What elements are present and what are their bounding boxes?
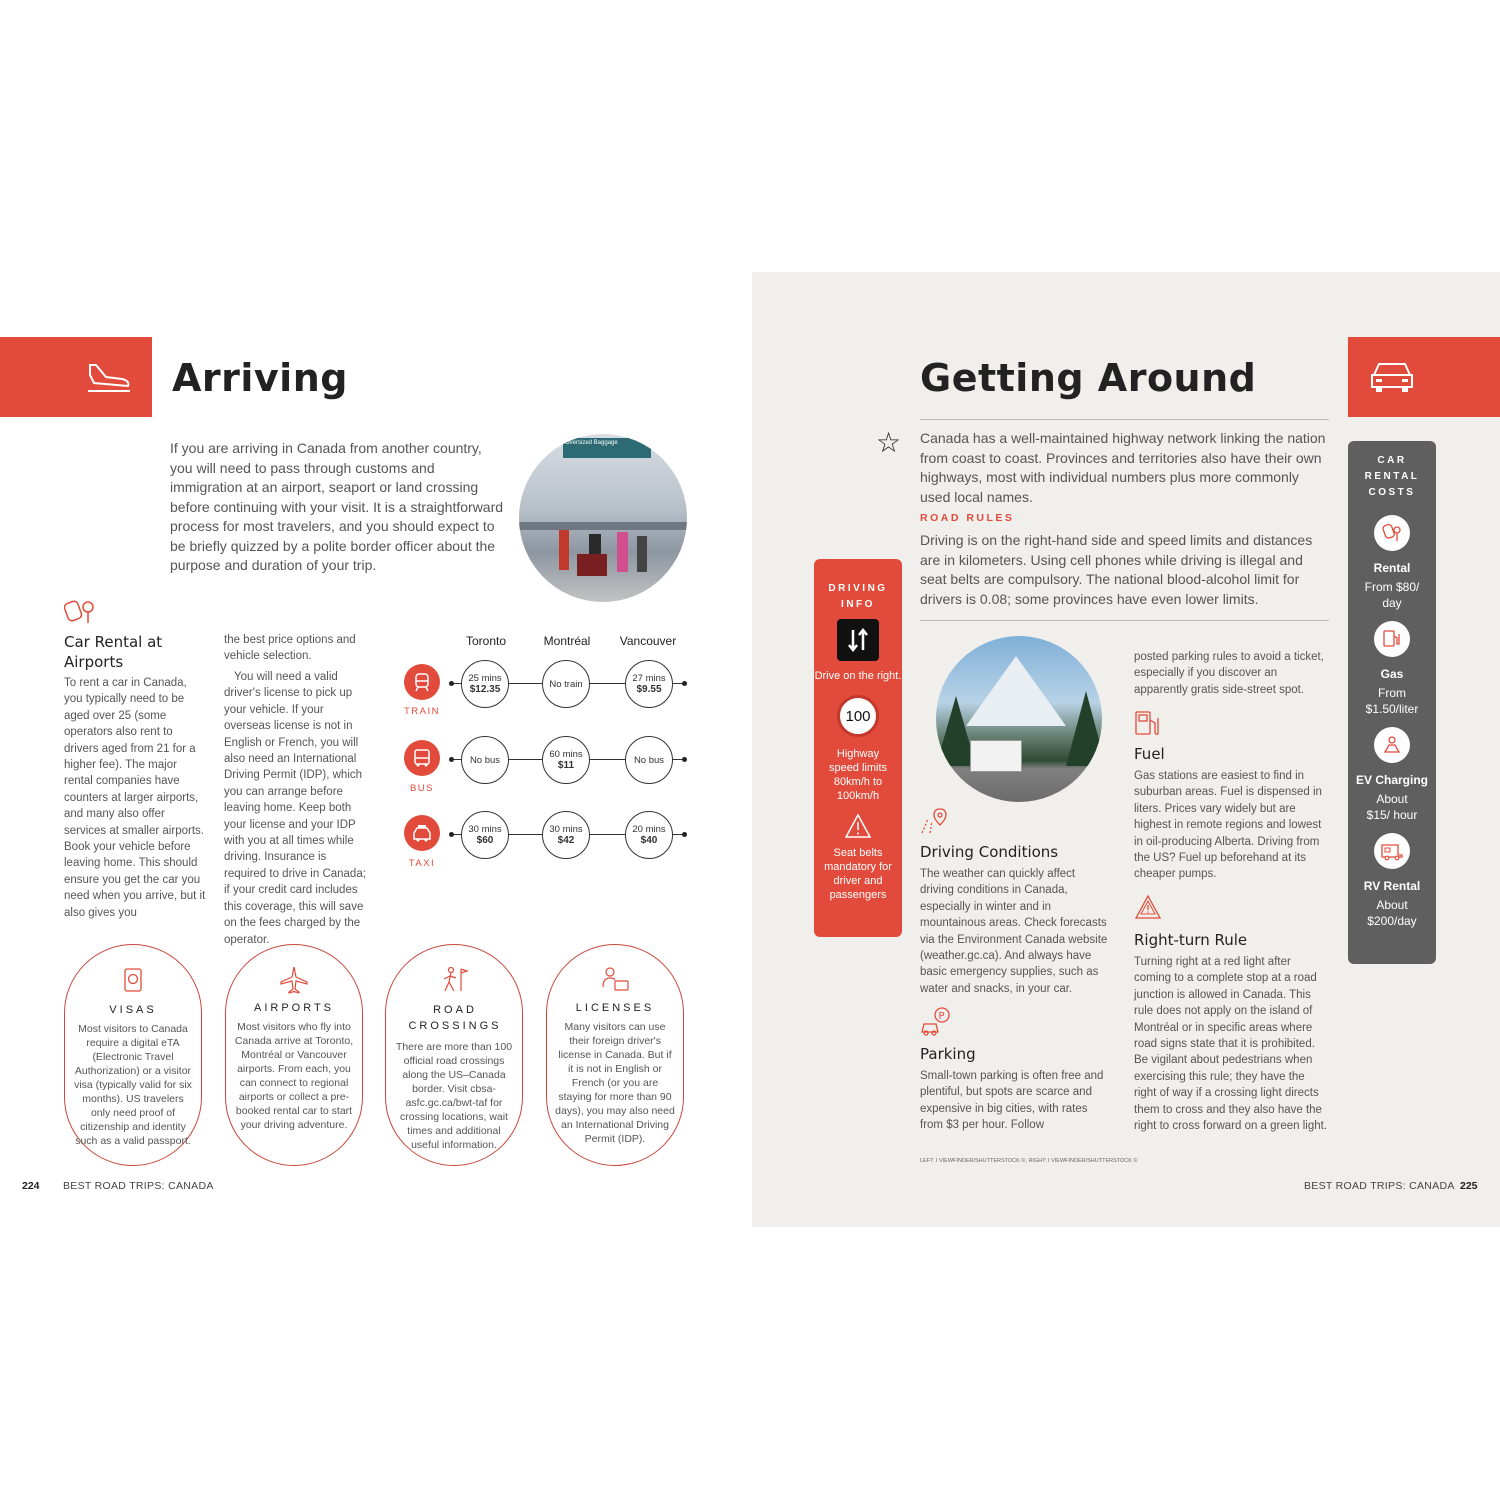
bus-icon [404,740,440,776]
rental-cost-value: From $80/ day [1364,580,1420,610]
driving-info-title: DRIVING INFO [828,583,888,610]
star-icon: ☆ [876,427,902,458]
arriving-header-bar [0,337,152,417]
arriving-intro: If you are arriving in Canada from another country, you will need to pass through customs and immigration at an airport, seaport or land crossing before continuing with your visit. It is a straightforward process for most travelers, and you should expect to be briefly quizzed by a polite border officer about the purpose and duration of your trip. [170,440,504,573]
road-crossings-title: ROAD CROSSINGS [408,1004,502,1032]
seatbelt-text: Seat belts mandatory for driver and passengers [824,847,892,901]
rental-key-icon [1374,515,1410,551]
car-rental-costs-title: CAR RENTAL COSTS [1364,455,1420,498]
route-dot [449,757,454,762]
airports-pill [225,944,363,1166]
city-montreal: Montréal [543,634,591,648]
road-rules-label: ROAD RULES [920,512,1015,524]
speed-limit-sign: 100 [837,695,879,737]
route-dot [682,681,687,686]
passport-icon [122,967,144,993]
baggage-sign: Oversized Baggage [563,438,651,458]
rental-cost-name: Rental [1373,561,1411,575]
visas-text: Most visitors to Canada require a digital eTA (Electronic Travel Authorization) or a visitor visa (typically valid for six months). US travelers only need proof of citizenship and identity such as a valid passport. [74,1023,192,1147]
route-pin-icon [920,807,950,840]
driver-license-icon [600,965,630,995]
taxi-montreal-node: 30 mins $42 [542,811,590,859]
page-number-left: 224 [22,1180,40,1192]
car-rental-costs-box [1348,441,1436,964]
bus-montreal-node: 60 mins $11 [542,736,590,784]
two-way-arrows-icon [844,626,872,654]
road-crossings-text: There are more than 100 official road crossings along the US–Canada border. Visit cbsa-asfc.gc.ca/bwt-taf for crossing locations, wait times and additional useful information. [395,1041,513,1151]
getting-around-intro: Canada has a well-maintained highway network linking the nation from coast to coast. Provinces and territories also have their own highways, most with individual numbers plus more commonly used local names. [920,430,1326,505]
mode-label-bus: BUS [409,783,435,794]
airplane-icon [279,965,309,995]
bus-toronto-node: No bus [461,736,509,784]
taxi-toronto-node: 30 mins $60 [461,811,509,859]
photo-credits: LEFT: I VIEWFINDER/SHUTTERSTOCK ©, RIGHT: I VIEWFINDER/SHUTTERSTOCK © [920,1158,1138,1164]
gas-cost-value: From $1.50/liter [1365,686,1419,716]
train-montreal-node: No train [542,660,590,708]
route-dot [449,681,454,686]
svg-text:P: P [938,1011,945,1022]
driving-info-box [814,559,902,937]
train-toronto-node: 25 mins $12.35 [461,660,509,708]
rv-cost-name: RV Rental [1363,879,1421,893]
warning-sign-icon [1134,894,1162,927]
route-dot [682,832,687,837]
fuel-pump-icon [1134,710,1164,743]
airplane-landing-icon [86,361,132,395]
car-rental-text-col2a: the best price options and vehicle selection. [224,634,356,663]
drive-right-text: Drive on the right. [814,670,902,682]
driving-conditions-text: The weather can quickly affect driving conditions in Canada, especially in winter and in mountainous areas. Check forecasts via the Environment Canada website (weather.gc.ca). And always have basic emergency supplies, such as water and snacks, in your car. [920,868,1108,995]
train-icon [404,664,440,700]
right-turn-text: Turning right at a red light after coming to a complete stop at a road junction is allowed in Canada. This rule does not apply on the island of Montréal or in specific areas where road signs state that it is prohibited. Be vigilant about pedestrians when exercising this rule; they have the right of way if a crossing light directs them to cross and they also have the right to cross forward on a green light. [1134,956,1328,1133]
rv-cost-value: About $200/day [1367,898,1417,928]
airports-title: AIRPORTS [253,1002,335,1014]
parking-text: Small-town parking is often free and plentiful, but spots are scarce and expensive in big cities, with rates from $3 per hour. Follow [920,1070,1104,1132]
route-dot [449,832,454,837]
driving-conditions-title: Driving Conditions [920,843,1059,861]
border-crossing-icon [439,965,469,995]
parking-title: Parking [920,1045,976,1063]
page-title: Arriving [172,356,348,400]
rv-mountain-photo [936,636,1102,802]
car-icon [1368,359,1416,395]
airports-text: Most visitors who fly into Canada arrive at Toronto, Montréal or Vancouver airports. From each, you can connect to regional airports or collect a pre-booked rental car to start your driving adventure. [234,1021,354,1131]
speed-limit-text: Highway speed limits 80km/h to 100km/h [828,748,888,802]
right-turn-title: Right-turn Rule [1134,931,1248,949]
parking-icon [920,1006,952,1043]
footer-left: BEST ROAD TRIPS: CANADA [63,1180,214,1192]
car-rental-text-col2b: You will need a valid driver's license to pick up your vehicle. If your overseas license is not in English or French, you will also need an International Driving Permit (IDP), which you can arrange before leaving home. Keep both your license and your IDP with you at all times while driving. Insurance is required to drive in Canada; if your credit card includes this coverage, this will save on the fees charged by the operator. [224,671,366,946]
bus-vancouver-node: No bus [625,736,673,784]
fuel-title: Fuel [1134,745,1165,763]
train-vancouver-node: 27 mins $9.55 [625,660,673,708]
road-rules-text: Driving is on the right-hand side and speed limits and distances are in kilometers. Using cell phones while driving is illegal and seat belts are compulsory. The national blood-alcohol limit for drivers is 0.08; some provinces have even lower limits. [920,532,1313,607]
footer-right: BEST ROAD TRIPS: CANADA [1304,1180,1455,1192]
fuel-text: Gas stations are easiest to find in suburban areas. Fuel is dispensed in liters. Prices vary widely but are highest in remote regions and lowest in oil-producing Alberta. Driving from the US? Fuel up beforehand at its cheaper pumps. [1134,770,1322,881]
taxi-vancouver-node: 20 mins $40 [625,811,673,859]
ev-charging-icon [1374,727,1410,763]
parking-text-continued: posted parking rules to avoid a ticket, especially if you discover an apparently gratis side-street spot. [1134,651,1324,696]
city-vancouver: Vancouver [619,634,677,648]
visas-title: VISAS [109,1004,157,1016]
getting-around-title: Getting Around [920,356,1257,400]
divider [920,419,1329,420]
mode-label-train: TRAIN [404,706,440,717]
car-key-icon [64,598,96,626]
drive-right-sign [837,619,879,661]
airport-photo [519,434,687,602]
car-rental-text-col1: To rent a car in Canada, you typically need to be aged over 25 (some operators also rent to drivers aged from 21 for a higher fee). The major rental companies have counters at larger airports, and many also offer services at smaller airports. Book your vehicle before leaving home. This should ensure you get the car you need when you arrive, but it also gives you [64,677,206,919]
ev-cost-value: About $15/ hour [1366,792,1418,822]
page-number-right: 225 [1460,1180,1478,1192]
ev-cost-name: EV Charging [1355,773,1428,787]
licenses-text: Many visitors can use their foreign driver's license in Canada. But if it is not in English or French (or you are staying for more than 90 days), you may also need an International Driving Permit (IDP). [555,1021,675,1145]
licenses-title: LICENSES [575,1002,655,1014]
car-rental-title: Car Rental at Airports [64,633,163,671]
gas-cost-name: Gas [1380,667,1404,681]
getting-around-header-bar [1348,337,1500,417]
rv-icon [1374,833,1410,869]
route-dot [682,757,687,762]
city-toronto: Toronto [465,634,507,648]
taxi-icon [404,815,440,851]
divider [920,620,1329,621]
mode-label-taxi: TAXI [408,858,436,869]
warning-icon [844,813,872,839]
gas-pump-icon [1374,621,1410,657]
visas-pill [64,944,202,1166]
licenses-pill [546,944,684,1166]
road-crossings-pill [385,944,523,1166]
